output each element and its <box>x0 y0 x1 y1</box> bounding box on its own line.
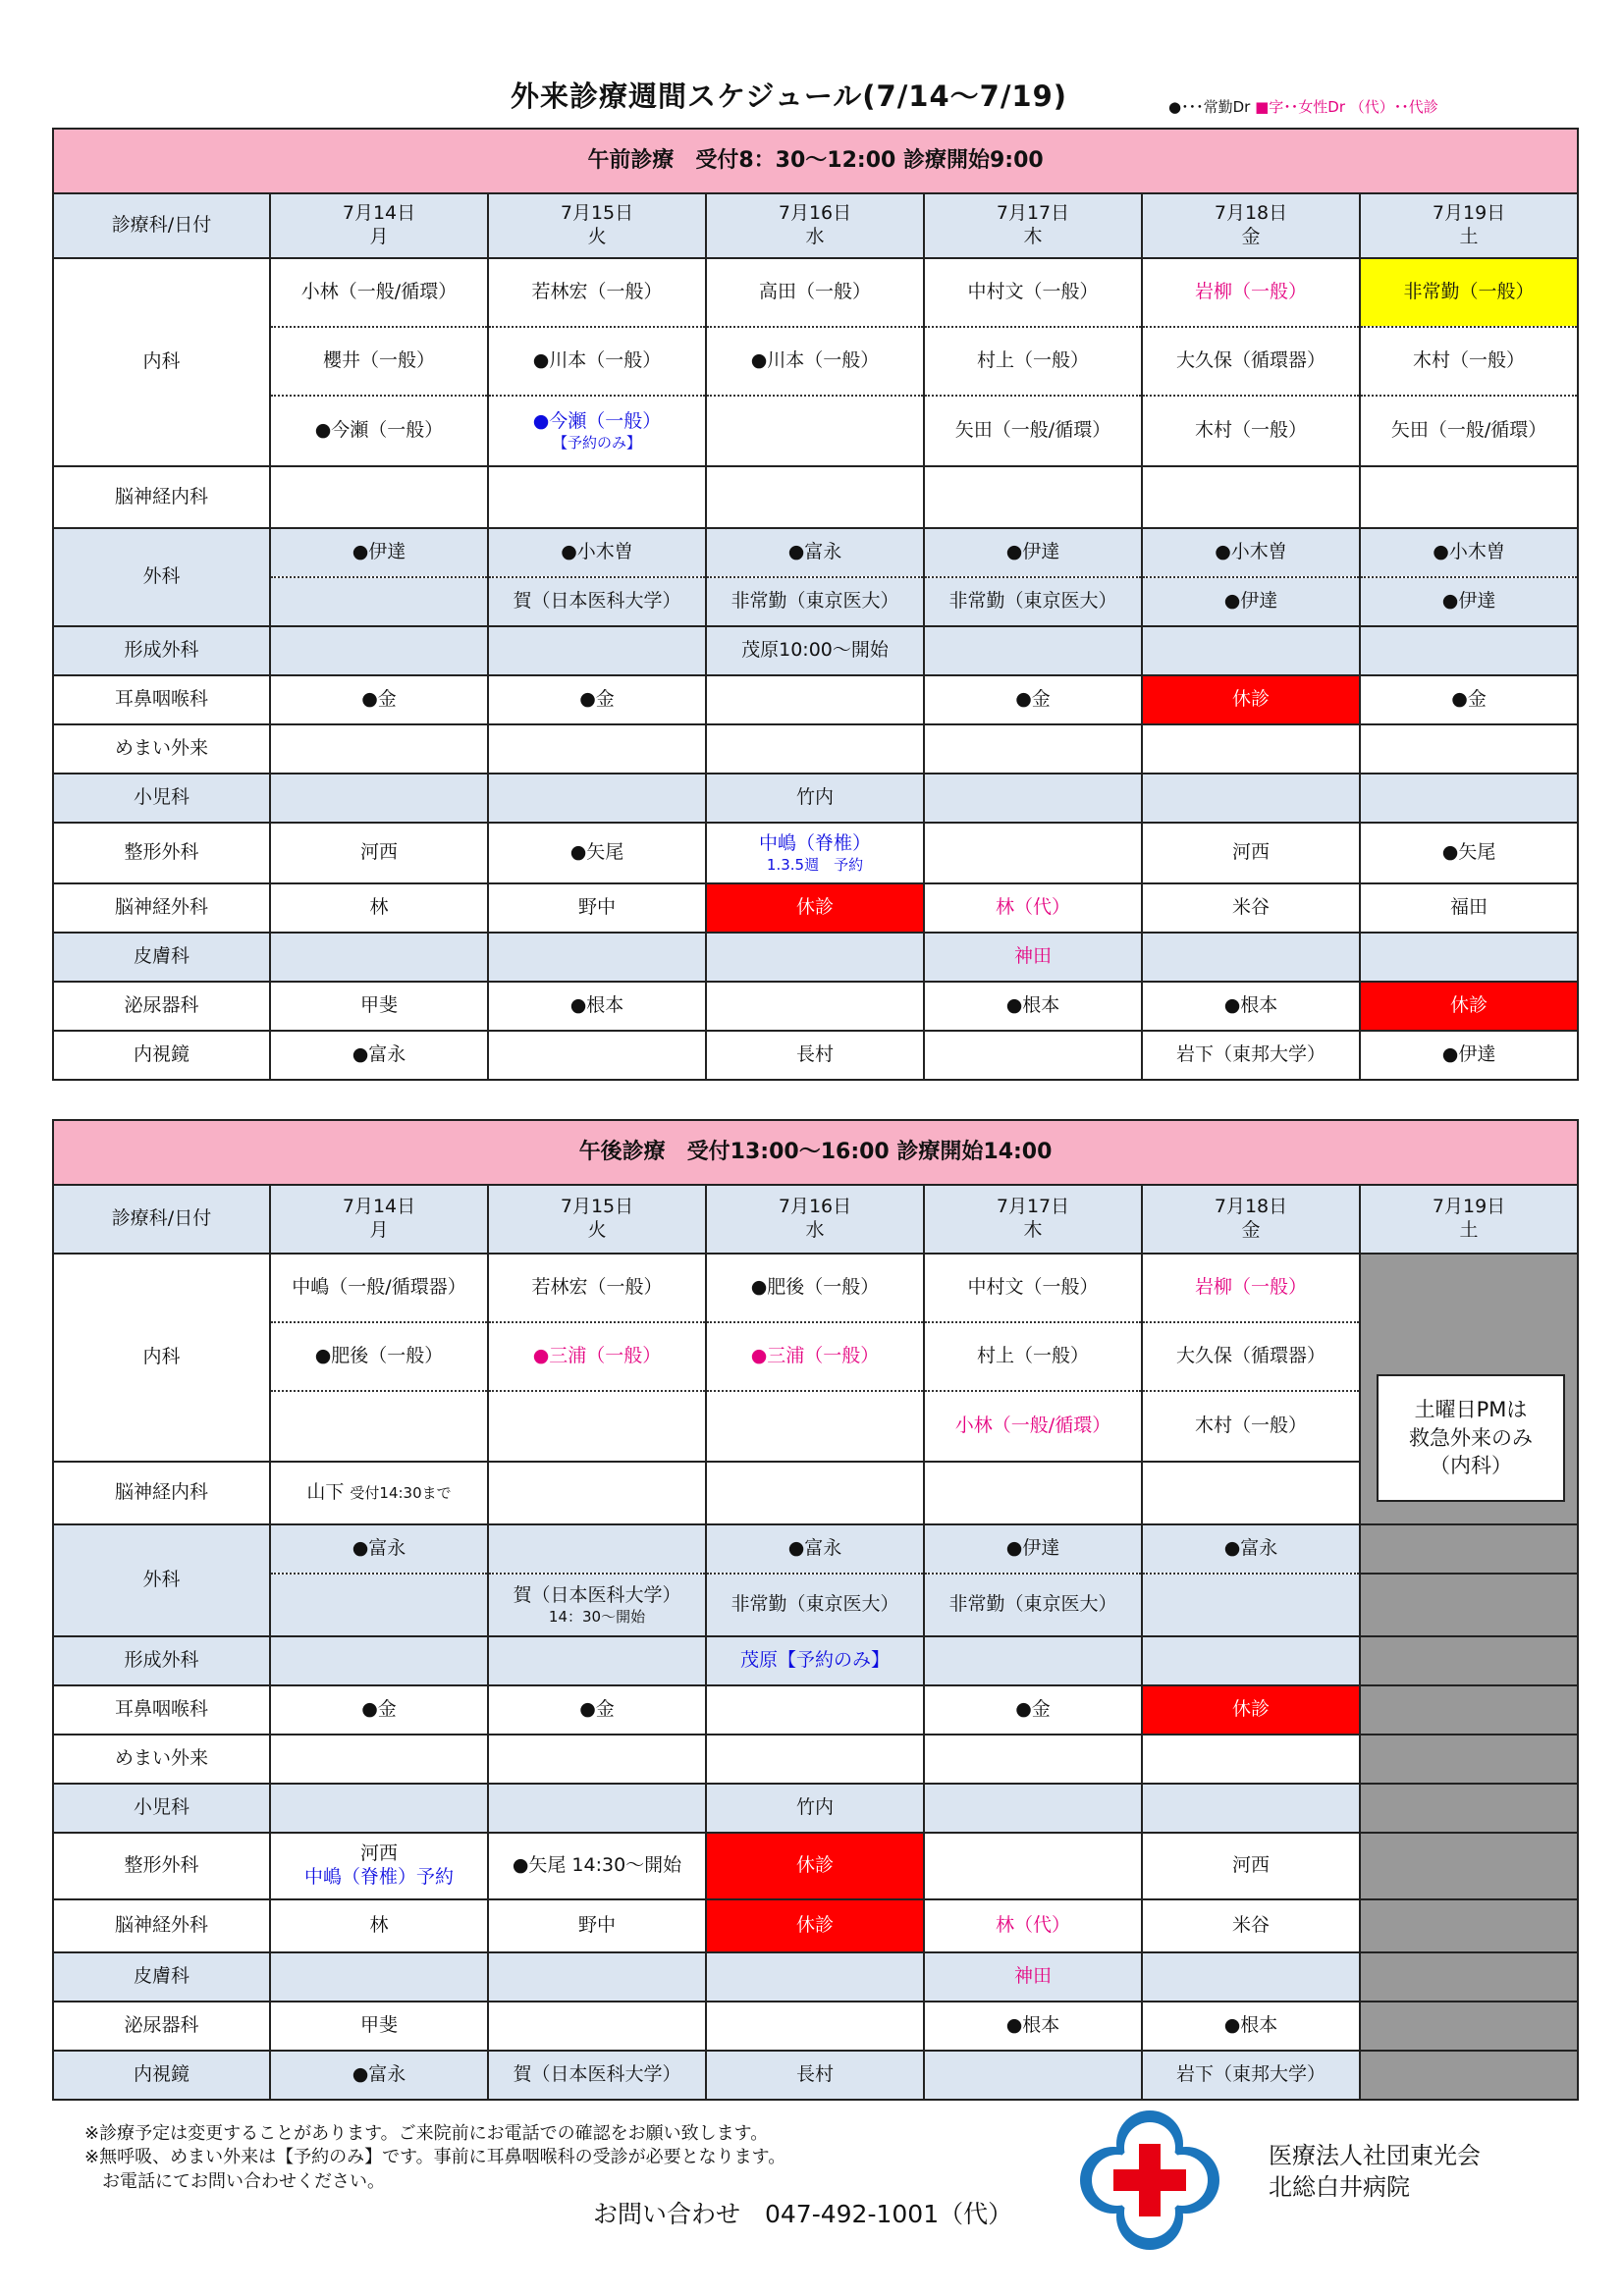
saturday-closed-cell <box>1360 1636 1578 1685</box>
schedule-cell: 福田 <box>1360 883 1578 933</box>
date-cell: 7月19日 土 <box>1360 1185 1578 1254</box>
schedule-cell: ●伊達 <box>924 528 1142 577</box>
date-cell: 7月17日 木 <box>924 1185 1142 1254</box>
table-row <box>53 1031 1578 1080</box>
schedule-cell: ●今瀬（一般） <box>270 396 488 466</box>
schedule-cell <box>270 466 488 528</box>
schedule-cell: 茂原10:00～開始 <box>706 626 924 675</box>
dept-label: めまい外来 <box>53 1735 270 1784</box>
hospital-logo-icon <box>1080 2110 1219 2250</box>
schedule-cell: 岩柳（一般） <box>1142 258 1360 327</box>
contact-phone: お問い合わせ 047-492-1001（代） <box>593 2200 1013 2228</box>
schedule-cell: 長村 <box>706 1031 924 1080</box>
schedule-cell: 若林宏（一般） <box>488 1254 706 1322</box>
schedule-cell <box>706 1391 924 1462</box>
dept-label: 整形外科 <box>53 823 270 883</box>
saturday-closed-cell <box>1360 1833 1578 1899</box>
schedule-cell <box>1360 466 1578 528</box>
schedule-cell: 小林（一般/循環） <box>924 1391 1142 1462</box>
date-cell: 7月14日 月 <box>270 193 488 258</box>
table-row <box>53 258 1578 327</box>
schedule-cell <box>1142 724 1360 774</box>
schedule-cell: 若林宏（一般） <box>488 258 706 327</box>
table-row <box>53 724 1578 774</box>
dept-label: 泌尿器科 <box>53 2002 270 2051</box>
schedule-cell: 河西 <box>1142 823 1360 883</box>
schedule-cell <box>1142 1952 1360 2002</box>
table-row <box>53 933 1578 982</box>
schedule-cell: 岩柳（一般） <box>1142 1254 1360 1322</box>
closed-cell: 休診 <box>706 883 924 933</box>
schedule-cell: 野中 <box>488 883 706 933</box>
table-row <box>53 1833 1578 1899</box>
schedule-cell <box>924 1833 1142 1899</box>
schedule-cell: ●矢尾 <box>1360 823 1578 883</box>
schedule-cell <box>488 1391 706 1462</box>
schedule-cell <box>706 1462 924 1524</box>
schedule-cell <box>1360 724 1578 774</box>
dept-label: めまい外来 <box>53 724 270 774</box>
schedule-cell: ●伊達 <box>1142 577 1360 626</box>
dept-label: 内科 <box>53 258 270 466</box>
schedule-cell <box>706 724 924 774</box>
schedule-cell: ●富永 <box>270 2051 488 2100</box>
date-cell: 7月19日 土 <box>1360 193 1578 258</box>
closed-cell: 休診 <box>1360 982 1578 1031</box>
schedule-cell: 林（代） <box>924 883 1142 933</box>
table-row <box>53 626 1578 675</box>
schedule-cell: 林（代） <box>924 1899 1142 1952</box>
schedule-cell <box>488 1784 706 1833</box>
schedule-cell: 小林（一般/循環） <box>270 258 488 327</box>
dept-label: 耳鼻咽喉科 <box>53 1685 270 1735</box>
table-row <box>53 396 1578 466</box>
note-line: お電話にてお問い合わせください。 <box>102 2170 385 2192</box>
table-row <box>53 1574 1578 1636</box>
header-label: 診療科/日付 <box>53 1185 270 1254</box>
schedule-cell <box>488 626 706 675</box>
schedule-cell <box>488 933 706 982</box>
schedule-cell: ●伊達 <box>924 1524 1142 1574</box>
schedule-cell: 長村 <box>706 2051 924 2100</box>
schedule-cell <box>924 724 1142 774</box>
schedule-cell <box>924 1462 1142 1524</box>
schedule-cell <box>706 1952 924 2002</box>
schedule-cell <box>924 1031 1142 1080</box>
schedule-cell <box>706 982 924 1031</box>
legend-female: ■字･･女性Dr <box>1255 98 1345 116</box>
schedule-cell: 非常勤（東京医大） <box>924 577 1142 626</box>
schedule-cell: ●金 <box>1360 675 1578 724</box>
table-row <box>53 982 1578 1031</box>
closed-cell: 休診 <box>706 1833 924 1899</box>
schedule-cell: ●肥後（一般） <box>706 1254 924 1322</box>
table-row <box>53 528 1578 577</box>
schedule-cell <box>270 1574 488 1636</box>
schedule-cell <box>488 466 706 528</box>
table-row <box>53 675 1578 724</box>
table-row <box>53 1636 1578 1685</box>
legend-sub: （代）･･代診 <box>1349 98 1438 116</box>
schedule-cell <box>270 933 488 982</box>
table-row <box>53 327 1578 396</box>
schedule-cell: ●小木曽 <box>1360 528 1578 577</box>
table-row <box>53 1685 1578 1735</box>
schedule-cell: ●金 <box>270 675 488 724</box>
dept-label: 内視鏡 <box>53 1031 270 1080</box>
schedule-cell <box>1142 1636 1360 1685</box>
schedule-cell <box>270 1784 488 1833</box>
dept-label: 耳鼻咽喉科 <box>53 675 270 724</box>
schedule-cell <box>488 774 706 823</box>
organization-name: 医療法人社団東光会 北総白井病院 <box>1269 2142 1481 2202</box>
schedule-cell <box>488 1636 706 1685</box>
schedule-cell <box>1142 933 1360 982</box>
pm-schedule-table <box>52 1119 1579 2101</box>
schedule-cell: 村上（一般） <box>924 327 1142 396</box>
schedule-cell: 河西 中嶋（脊椎）予約 <box>270 1833 488 1899</box>
schedule-cell <box>270 626 488 675</box>
saturday-closed-cell <box>1360 1899 1578 1952</box>
schedule-cell <box>706 2002 924 2051</box>
schedule-cell: 林 <box>270 883 488 933</box>
schedule-cell: ●富永 <box>706 528 924 577</box>
dept-label: 脳神経内科 <box>53 466 270 528</box>
schedule-cell <box>270 1636 488 1685</box>
schedule-cell: 中村文（一般） <box>924 1254 1142 1322</box>
schedule-cell: ●根本 <box>924 2002 1142 2051</box>
schedule-cell <box>488 1031 706 1080</box>
date-cell: 7月16日 水 <box>706 193 924 258</box>
dept-label: 皮膚科 <box>53 933 270 982</box>
note-line: ※診療予定は変更することがあります。ご来院前にお電話での確認をお願い致します。 <box>84 2123 769 2144</box>
dept-label: 外科 <box>53 1524 270 1636</box>
schedule-cell: ●富永 <box>1142 1524 1360 1574</box>
dept-label: 脳神経内科 <box>53 1462 270 1524</box>
legend <box>1168 96 1438 117</box>
table-row <box>53 1952 1578 2002</box>
schedule-cell: ●根本 <box>1142 982 1360 1031</box>
schedule-cell <box>1360 933 1578 982</box>
schedule-cell <box>270 724 488 774</box>
table-row <box>53 1322 1578 1391</box>
date-cell: 7月18日 金 <box>1142 1185 1360 1254</box>
schedule-cell <box>706 1685 924 1735</box>
schedule-cell: 木村（一般） <box>1142 1391 1360 1462</box>
dept-label: 小児科 <box>53 1784 270 1833</box>
schedule-cell: ●金 <box>488 1685 706 1735</box>
dept-label: 小児科 <box>53 774 270 823</box>
pm-header-row <box>53 1185 1578 1254</box>
schedule-cell <box>488 1524 706 1574</box>
schedule-cell: ●金 <box>270 1685 488 1735</box>
schedule-cell <box>1360 626 1578 675</box>
schedule-cell <box>270 774 488 823</box>
schedule-cell <box>706 396 924 466</box>
schedule-cell: ●富永 <box>270 1524 488 1574</box>
table-row <box>53 1462 1578 1524</box>
dept-label: 外科 <box>53 528 270 626</box>
schedule-cell: ●小木曽 <box>1142 528 1360 577</box>
schedule-cell: 竹内 <box>706 774 924 823</box>
table-row <box>53 883 1578 933</box>
saturday-closed-cell <box>1360 1574 1578 1636</box>
schedule-cell: 河西 <box>270 823 488 883</box>
table-row <box>53 774 1578 823</box>
schedule-cell: 高田（一般） <box>706 258 924 327</box>
schedule-cell: 竹内 <box>706 1784 924 1833</box>
schedule-cell <box>706 1735 924 1784</box>
saturday-closed-cell <box>1360 1685 1578 1735</box>
schedule-cell: 岩下（東邦大学） <box>1142 2051 1360 2100</box>
schedule-cell: 米谷 <box>1142 1899 1360 1952</box>
schedule-cell <box>924 823 1142 883</box>
schedule-cell: 非常勤（東京医大） <box>924 1574 1142 1636</box>
am-schedule-table <box>52 128 1579 1081</box>
schedule-cell <box>924 2051 1142 2100</box>
schedule-cell: 岩下（東邦大学） <box>1142 1031 1360 1080</box>
schedule-cell: ●伊達 <box>270 528 488 577</box>
schedule-cell: 櫻井（一般） <box>270 327 488 396</box>
saturday-pm-note: 土曜日PMは 救急外来のみ （内科） <box>1377 1374 1565 1502</box>
schedule-cell: 大久保（循環器） <box>1142 1322 1360 1391</box>
schedule-cell <box>1142 1735 1360 1784</box>
pm-banner: 午後診療 受付13:00～16:00 診療開始14:00 <box>53 1120 1578 1185</box>
schedule-cell <box>1142 1574 1360 1636</box>
saturday-closed-cell <box>1360 2002 1578 2051</box>
am-banner: 午前診療 受付8：30～12:00 診療開始9:00 <box>53 129 1578 193</box>
schedule-cell: 中村文（一般） <box>924 258 1142 327</box>
header-label: 診療科/日付 <box>53 193 270 258</box>
date-cell: 7月15日 火 <box>488 193 706 258</box>
schedule-cell: ●小木曽 <box>488 528 706 577</box>
schedule-cell <box>488 724 706 774</box>
schedule-cell: 矢田（一般/循環） <box>924 396 1142 466</box>
date-cell: 7月17日 木 <box>924 193 1142 258</box>
table-row <box>53 2002 1578 2051</box>
schedule-cell: ●富永 <box>270 1031 488 1080</box>
schedule-cell: ●肥後（一般） <box>270 1322 488 1391</box>
schedule-cell: ●三浦（一般） <box>488 1322 706 1391</box>
schedule-cell: ●矢尾 <box>488 823 706 883</box>
footer-notes <box>84 2122 785 2194</box>
schedule-cell <box>1142 774 1360 823</box>
legend-regular: ●･･･常勤Dr <box>1168 98 1251 116</box>
schedule-cell: 中嶋（一般/循環器） <box>270 1254 488 1322</box>
schedule-cell <box>270 577 488 626</box>
schedule-cell: ●伊達 <box>1360 1031 1578 1080</box>
dept-label: 内視鏡 <box>53 2051 270 2100</box>
schedule-cell: ●根本 <box>488 982 706 1031</box>
dept-label: 形成外科 <box>53 626 270 675</box>
schedule-cell: 賀（日本医科大学） 14：30～開始 <box>488 1574 706 1636</box>
table-row <box>53 1524 1578 1574</box>
schedule-cell <box>270 1735 488 1784</box>
schedule-cell: 矢田（一般/循環） <box>1360 396 1578 466</box>
date-cell: 7月14日 月 <box>270 1185 488 1254</box>
table-row <box>53 1254 1578 1322</box>
schedule-cell: ●矢尾 14:30～開始 <box>488 1833 706 1899</box>
schedule-cell <box>924 1636 1142 1685</box>
schedule-cell <box>924 774 1142 823</box>
schedule-cell: ●金 <box>488 675 706 724</box>
dept-label: 泌尿器科 <box>53 982 270 1031</box>
dept-label: 脳神経外科 <box>53 883 270 933</box>
table-row <box>53 1899 1578 1952</box>
schedule-cell <box>924 1735 1142 1784</box>
schedule-cell: 木村（一般） <box>1142 396 1360 466</box>
saturday-closed-cell <box>1360 1735 1578 1784</box>
note-line: ※無呼吸、めまい外来は【予約のみ】です。事前に耳鼻咽喉科の受診が必要となります。 <box>84 2147 786 2168</box>
schedule-cell <box>270 1391 488 1462</box>
schedule-cell <box>706 675 924 724</box>
schedule-cell <box>924 1784 1142 1833</box>
schedule-cell: ●今瀬（一般） 【予約のみ】 <box>488 396 706 466</box>
schedule-cell <box>270 1952 488 2002</box>
schedule-cell <box>1142 1784 1360 1833</box>
table-row <box>53 2051 1578 2100</box>
table-row <box>53 1735 1578 1784</box>
schedule-cell: ●富永 <box>706 1524 924 1574</box>
schedule-cell <box>706 466 924 528</box>
saturday-closed-cell <box>1360 1524 1578 1574</box>
schedule-cell: ●川本（一般） <box>488 327 706 396</box>
am-header-row <box>53 193 1578 258</box>
schedule-cell: 中嶋（脊椎） 1.3.5週 予約 <box>706 823 924 883</box>
schedule-cell: 神田 <box>924 933 1142 982</box>
schedule-cell <box>1142 626 1360 675</box>
schedule-cell: ●金 <box>924 675 1142 724</box>
schedule-cell <box>1142 466 1360 528</box>
page-title: 外来診療週間スケジュール(7/14～7/19) <box>511 80 1068 113</box>
schedule-cell: 村上（一般） <box>924 1322 1142 1391</box>
schedule-cell: 甲斐 <box>270 2002 488 2051</box>
dept-label: 皮膚科 <box>53 1952 270 2002</box>
schedule-cell: 甲斐 <box>270 982 488 1031</box>
table-row <box>53 1391 1578 1462</box>
schedule-cell <box>488 1735 706 1784</box>
schedule-cell <box>924 626 1142 675</box>
schedule-cell: 野中 <box>488 1899 706 1952</box>
schedule-cell: 山下 受付14:30まで <box>270 1462 488 1524</box>
schedule-cell <box>706 933 924 982</box>
table-row <box>53 577 1578 626</box>
schedule-cell: 河西 <box>1142 1833 1360 1899</box>
schedule-cell: ●伊達 <box>1360 577 1578 626</box>
schedule-cell <box>1360 774 1578 823</box>
schedule-cell: 非常勤（一般） <box>1360 258 1578 327</box>
date-cell: 7月18日 金 <box>1142 193 1360 258</box>
schedule-cell: 大久保（循環器） <box>1142 327 1360 396</box>
schedule-cell: 神田 <box>924 1952 1142 2002</box>
schedule-cell: ●根本 <box>1142 2002 1360 2051</box>
schedule-cell <box>488 1952 706 2002</box>
schedule-cell: 茂原【予約のみ】 <box>706 1636 924 1685</box>
schedule-cell: 木村（一般） <box>1360 327 1578 396</box>
dept-label: 脳神経外科 <box>53 1899 270 1952</box>
schedule-cell: ●金 <box>924 1685 1142 1735</box>
table-row <box>53 466 1578 528</box>
schedule-cell <box>488 1462 706 1524</box>
schedule-cell: 林 <box>270 1899 488 1952</box>
dept-label: 形成外科 <box>53 1636 270 1685</box>
schedule-cell <box>1142 1462 1360 1524</box>
saturday-closed-cell <box>1360 1952 1578 2002</box>
schedule-cell: 米谷 <box>1142 883 1360 933</box>
schedule-cell: 賀（日本医科大学） <box>488 2051 706 2100</box>
table-row <box>53 1784 1578 1833</box>
schedule-cell: ●根本 <box>924 982 1142 1031</box>
schedule-cell: ●三浦（一般） <box>706 1322 924 1391</box>
schedule-cell: 非常勤（東京医大） <box>706 1574 924 1636</box>
closed-cell: 休診 <box>706 1899 924 1952</box>
date-cell: 7月16日 水 <box>706 1185 924 1254</box>
date-cell: 7月15日 火 <box>488 1185 706 1254</box>
schedule-cell <box>924 466 1142 528</box>
schedule-cell: ●川本（一般） <box>706 327 924 396</box>
dept-label: 内科 <box>53 1254 270 1462</box>
closed-cell: 休診 <box>1142 675 1360 724</box>
dept-label: 整形外科 <box>53 1833 270 1899</box>
saturday-closed-cell <box>1360 2051 1578 2100</box>
schedule-cell <box>488 2002 706 2051</box>
schedule-cell: 賀（日本医科大学） <box>488 577 706 626</box>
saturday-closed-cell <box>1360 1784 1578 1833</box>
closed-cell: 休診 <box>1142 1685 1360 1735</box>
table-row <box>53 823 1578 883</box>
schedule-cell: 非常勤（東京医大） <box>706 577 924 626</box>
